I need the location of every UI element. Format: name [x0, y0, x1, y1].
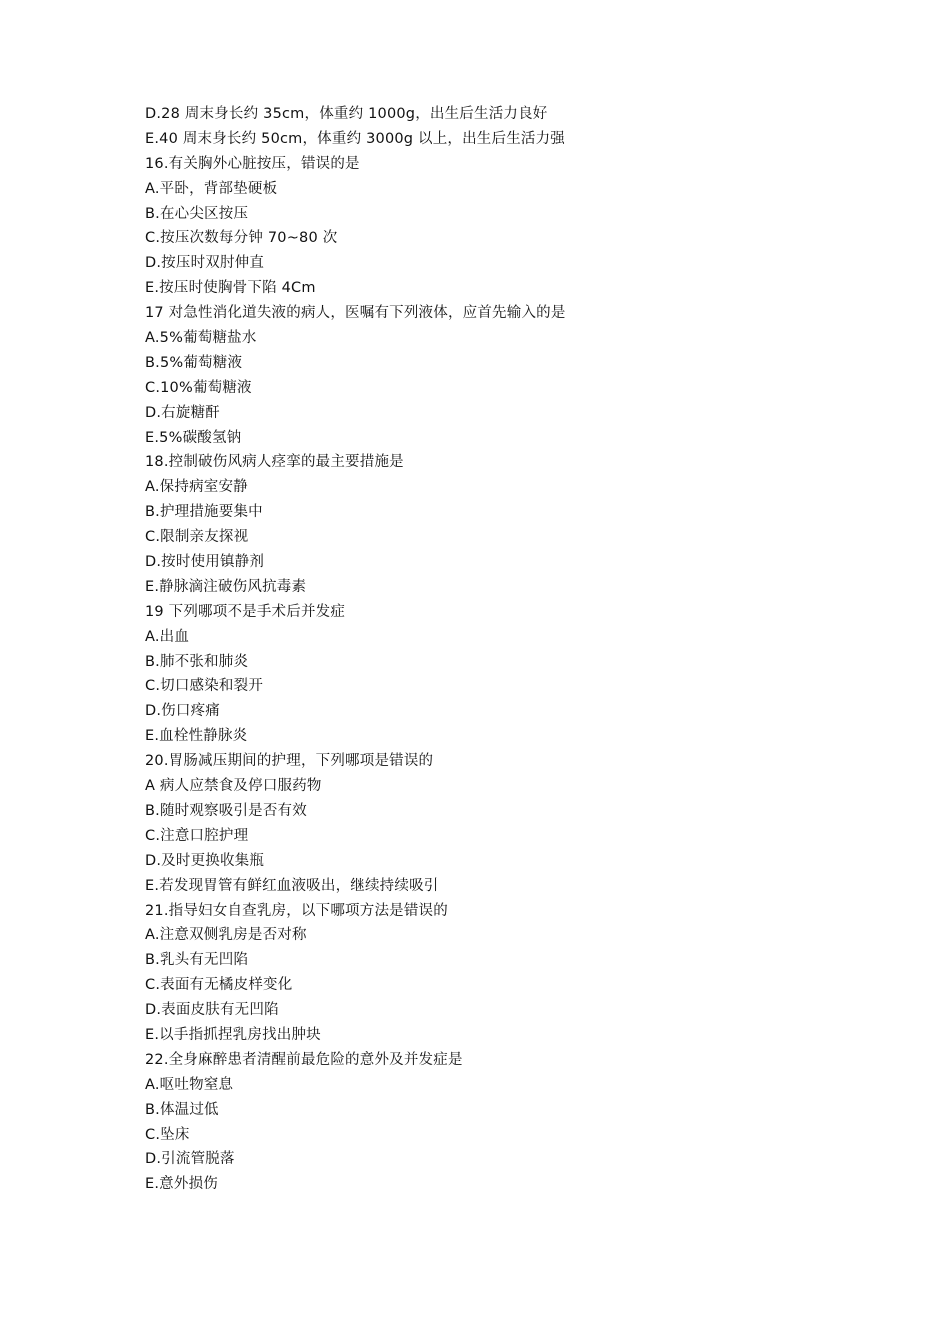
option-line: D.引流管脱落 — [145, 1151, 235, 1168]
option-line: C.按压次数每分钟 70~80 次 — [145, 230, 338, 247]
option-line: C.10%葡萄糖液 — [145, 379, 252, 396]
option-line: E.静脉滴注破伤风抗毒素 — [145, 578, 307, 595]
option-line: A.出血 — [145, 628, 190, 645]
option-line: B.体温过低 — [145, 1101, 219, 1118]
option-line: C.坠床 — [145, 1126, 190, 1143]
option-line: A.呕吐物窒息 — [145, 1076, 234, 1093]
option-line: A 病人应禁食及停口服药物 — [145, 778, 322, 795]
question-line: 19 下列哪项不是手术后并发症 — [145, 603, 346, 620]
option-line: A.平卧，背部垫硬板 — [145, 180, 278, 197]
option-line: C.注意口腔护理 — [145, 827, 249, 844]
option-line: C.切口感染和裂开 — [145, 678, 264, 695]
option-line: D.28 周末身长约 35cm，体重约 1000g，出生后生活力良好 — [145, 106, 548, 122]
option-line: A.注意双侧乳房是否对称 — [145, 927, 307, 944]
option-line: B.护理措施要集中 — [145, 504, 263, 521]
option-line: C.限制亲友探视 — [145, 529, 249, 546]
question-line: 18.控制破伤风病人痉挛的最主要措施是 — [145, 454, 404, 471]
option-line: B.随时观察吸引是否有效 — [145, 802, 307, 819]
option-line: E.血栓性静脉炎 — [145, 728, 248, 745]
option-line: E.意外损伤 — [145, 1176, 218, 1193]
option-line: D.及时更换收集瓶 — [145, 852, 265, 869]
option-line: A.保持病室安静 — [145, 479, 248, 496]
option-line: D.按压时双肘伸直 — [145, 255, 265, 272]
option-line: B.肺不张和肺炎 — [145, 653, 249, 670]
option-line: E.5%碳酸氢钠 — [145, 429, 242, 446]
question-line: 17 对急性消化道失液的病人，医嘱有下列液体，应首先输入的是 — [145, 305, 566, 322]
option-line: E.40 周末身长约 50cm，体重约 3000g 以上，出生后生活力强 — [145, 130, 566, 147]
option-line: D.表面皮肤有无凹陷 — [145, 1002, 279, 1019]
option-line: D.按时使用镇静剂 — [145, 554, 265, 571]
option-line: B.在心尖区按压 — [145, 205, 249, 222]
question-line: 16.有关胸外心脏按压，错误的是 — [145, 155, 360, 172]
document-text-body — [145, 102, 905, 1197]
option-line: E.按压时使胸骨下陷 4Cm — [145, 280, 316, 297]
question-line: 20.胃肠减压期间的护理，下列哪项是错误的 — [145, 753, 434, 770]
option-line: E.以手指抓捏乳房找出肿块 — [145, 1026, 321, 1043]
option-line: B.5%葡萄糖液 — [145, 354, 243, 371]
option-line: E.若发现胃管有鲜红血液吸出，继续持续吸引 — [145, 877, 439, 894]
question-line: 21.指导妇女自查乳房，以下哪项方法是错误的 — [145, 902, 448, 919]
option-line: D.伤口疼痛 — [145, 703, 220, 720]
question-line: 22.全身麻醉患者清醒前最危险的意外及并发症是 — [145, 1051, 463, 1068]
option-line: A.5%葡萄糖盐水 — [145, 330, 257, 347]
option-line: B.乳头有无凹陷 — [145, 952, 249, 969]
option-line: C.表面有无橘皮样变化 — [145, 977, 293, 994]
option-line: D.右旋糖酐 — [145, 404, 220, 421]
